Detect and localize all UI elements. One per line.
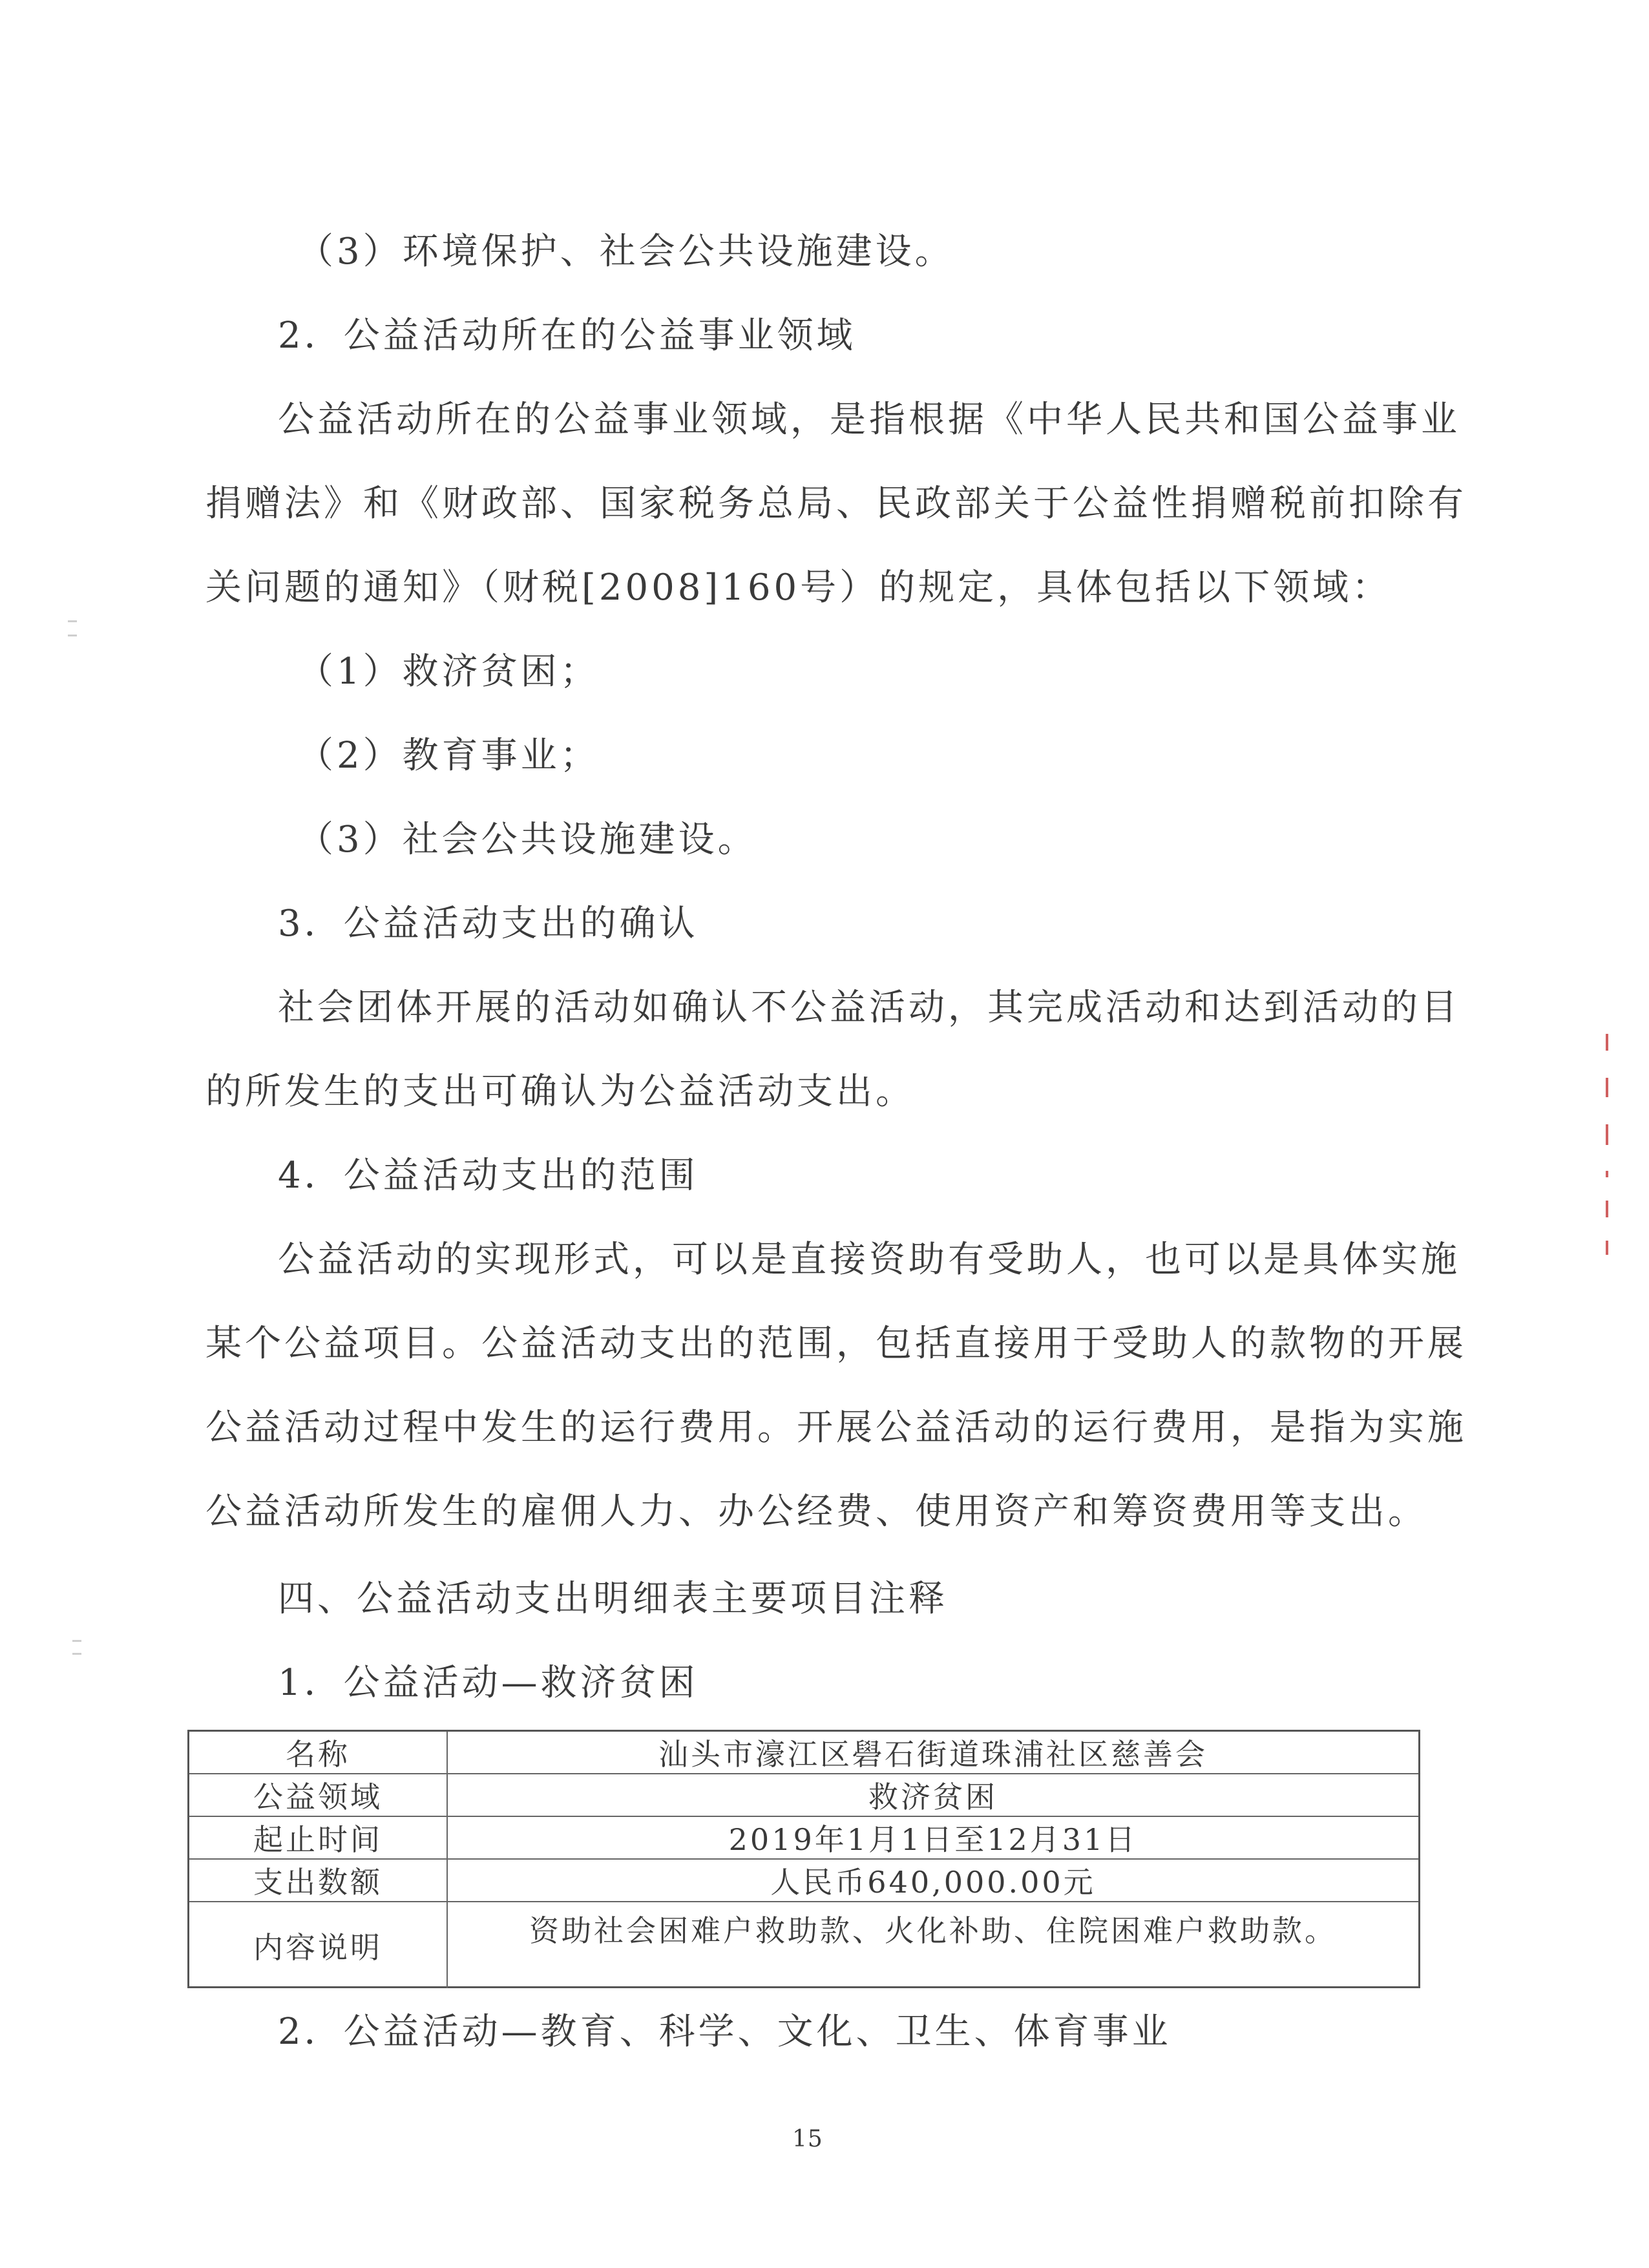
section-heading: 4．公益活动支出的范围 bbox=[278, 1155, 698, 1197]
paragraph-line: 公益活动过程中发生的运行费用。开展公益活动的运行费用，是指为实施 bbox=[205, 1407, 1467, 1449]
section-heading: 2．公益活动所在的公益事业领域 bbox=[278, 315, 856, 357]
scan-mark bbox=[68, 620, 77, 622]
page-number: 15 bbox=[792, 2126, 823, 2152]
table-label-cell: 起止时间 bbox=[189, 1817, 448, 1858]
scan-mark bbox=[1606, 1078, 1608, 1097]
paragraph-line: 关问题的通知》（财税[2008]160号）的规定，具体包括以下领域： bbox=[205, 567, 1392, 609]
section-heading: 1．公益活动—救济贫困 bbox=[278, 1662, 698, 1704]
scan-mark bbox=[72, 1653, 81, 1655]
paragraph-line: 某个公益项目。公益活动支出的范围，包括直接用于受助人的款物的开展 bbox=[205, 1323, 1467, 1365]
paragraph-line: 公益活动所发生的雇佣人力、办公经费、使用资产和筹资费用等支出。 bbox=[205, 1491, 1427, 1533]
table-value-cell: 汕头市濠江区礐石街道珠浦社区慈善会 bbox=[658, 1737, 1208, 1772]
scan-mark bbox=[68, 635, 77, 636]
section-heading: 2．公益活动—教育、科学、文化、卫生、体育事业 bbox=[278, 2011, 1171, 2053]
table-value-cell: 人民币640,000.00元 bbox=[770, 1865, 1096, 1900]
paragraph-line: 公益活动的实现形式，可以是直接资助有受助人，也可以是具体实施 bbox=[278, 1239, 1460, 1281]
list-item: （1）救济贫困； bbox=[297, 651, 600, 693]
scan-mark bbox=[72, 1640, 81, 1642]
chapter-heading: 四、公益活动支出明细表主要项目注释 bbox=[278, 1578, 948, 1620]
table-label-cell: 公益领域 bbox=[189, 1774, 448, 1816]
section-heading: 3．公益活动支出的确认 bbox=[278, 903, 698, 945]
table-row bbox=[189, 1774, 1418, 1817]
expenditure-detail-table bbox=[187, 1730, 1420, 1988]
scan-mark bbox=[1606, 1201, 1608, 1217]
paragraph-line: 捐赠法》和《财政部、国家税务总局、民政部关于公益性捐赠税前扣除有 bbox=[205, 483, 1467, 525]
list-item: （2）教育事业； bbox=[297, 735, 600, 777]
paragraph-line: （3）环境保护、社会公共设施建设。 bbox=[297, 231, 954, 273]
table-row bbox=[189, 1732, 1418, 1774]
scan-mark bbox=[1606, 1171, 1608, 1177]
table-row bbox=[189, 1817, 1418, 1860]
list-item: （3）社会公共设施建设。 bbox=[297, 819, 757, 861]
table-value-cell: 救济贫困 bbox=[868, 1780, 998, 1814]
table-label-cell: 名称 bbox=[189, 1732, 448, 1773]
paragraph-line: 公益活动所在的公益事业领域，是指根据《中华人民共和国公益事业 bbox=[278, 399, 1460, 441]
paragraph-line: 的所发生的支出可确认为公益活动支出。 bbox=[205, 1071, 915, 1113]
table-label-cell: 支出数额 bbox=[189, 1860, 448, 1901]
table-value-cell: 2019年1月1日至12月31日 bbox=[728, 1822, 1138, 1857]
scan-mark bbox=[1606, 1241, 1608, 1255]
table-row bbox=[189, 1860, 1418, 1902]
table-label-cell: 内容说明 bbox=[189, 1902, 448, 1988]
paragraph-line: 社会团体开展的活动如确认不公益活动，其完成活动和达到活动的目 bbox=[278, 987, 1460, 1029]
table-row bbox=[189, 1902, 1418, 1988]
scan-mark bbox=[1606, 1124, 1608, 1145]
scan-mark bbox=[1606, 1034, 1608, 1051]
table-value-cell: 资助社会困难户救助款、火化补助、住院困难户救助款。 bbox=[529, 1913, 1337, 1948]
